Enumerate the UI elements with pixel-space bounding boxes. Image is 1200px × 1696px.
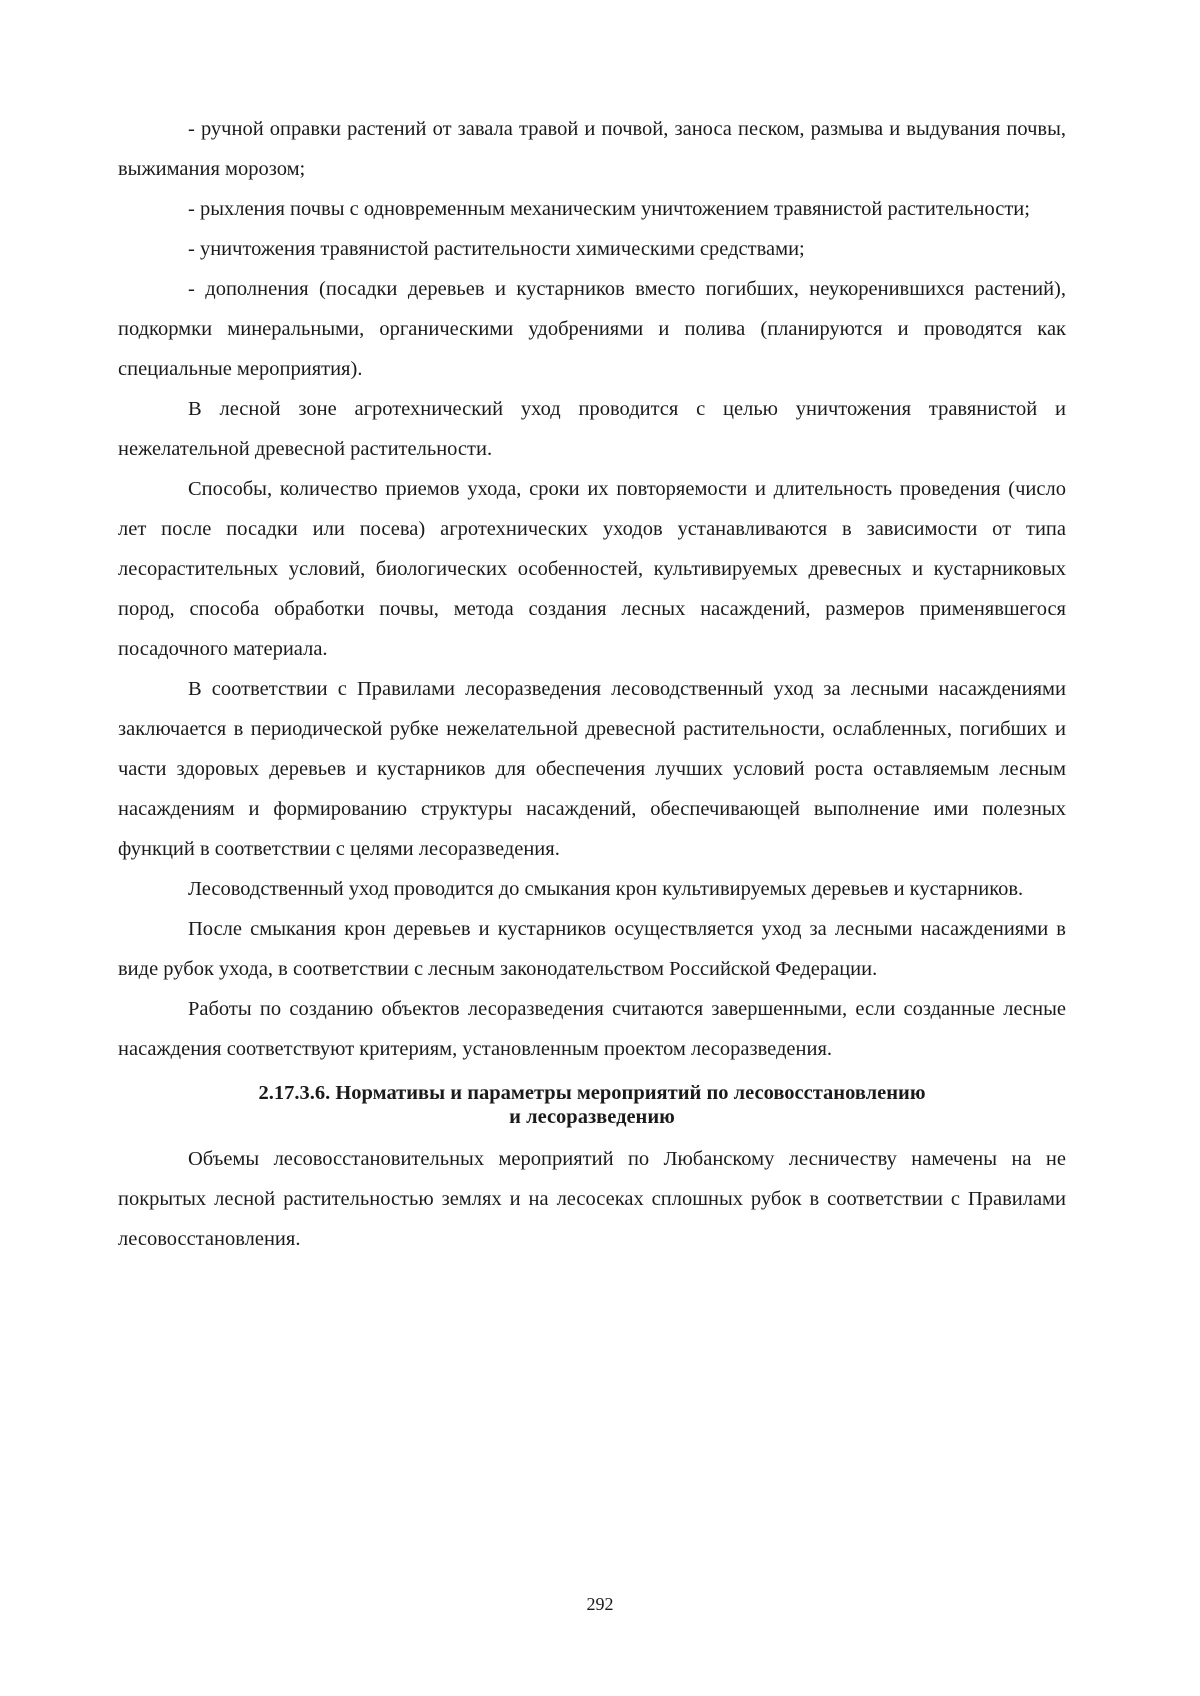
section-heading-line-1: 2.17.3.6. Нормативы и параметры мероприятий по лесовосстановлению	[258, 1082, 926, 1104]
section-heading	[118, 1081, 1066, 1129]
section-heading-line-2: и лесоразведению	[509, 1106, 675, 1128]
paragraph-supplementation: - дополнения (посадки деревьев и кустарников вместо погибших, неукоренившихся растений), подкормки минеральными, органическими удобрениями и полива (планируются и проводятся как специальные мероприятия).	[118, 278, 1066, 380]
paragraph-forest-zone-care: В лесной зоне агротехнический уход проводится с целью уничтожения травянистой и нежелательной древесной растительности.	[118, 398, 1066, 460]
paragraph-chemical-control: - уничтожения травянистой растительности химическими средствами;	[188, 238, 805, 260]
paragraph-hand-correction: - ручной оправки растений от завала травой и почвой, заноса песком, размыва и выдувания почвы, выжимания морозом;	[118, 118, 1066, 180]
paragraph-care-methods: Способы, количество приемов ухода, сроки их повторяемости и длительность проведения (число лет после посадки или посева) агротехнических уходов устанавливаются в зависимости от типа лесорастительных условий, биологических особенностей, культивируемых древесных и кустарниковых пород, способа обработки почвы, метода создания лесных насаждений, размеров применявшегося посадочного материала.	[118, 478, 1066, 660]
paragraph-works-completed: Работы по созданию объектов лесоразведения считаются завершенными, если созданные лесные насаждения соответствуют критериям, установленным проектом лесоразведения.	[118, 998, 1066, 1060]
paragraph-care-until-closure: Лесоводственный уход проводится до смыкания крон культивируемых деревьев и кустарников.	[188, 878, 1024, 900]
page-content	[118, 109, 1066, 1259]
page-number: 292	[586, 1594, 614, 1614]
paragraph-volumes: Объемы лесовосстановительных мероприятий по Любанскому лесничеству намечены на не покрытых лесной растительностью землях и на лесосеках сплошных рубок в соответствии с Правилами лесовосстановления.	[118, 1148, 1066, 1250]
paragraph-silvicultural-care: В соответствии с Правилами лесоразведения лесоводственный уход за лесными насаждениями заключается в периодической рубке нежелательной древесной растительности, ослабленных, погибших и части здоровых деревьев и кустарников для обеспечения лучших условий роста оставляемым лесным насаждениям и формированию структуры насаждений, обеспечивающей выполнение ими полезных функций в соответствии с целями лесоразведения.	[118, 678, 1066, 860]
paragraph-soil-loosening: - рыхления почвы с одновременным механическим уничтожением травянистой растительности;	[188, 198, 1030, 220]
paragraph-after-closure: После смыкания крон деревьев и кустарников осуществляется уход за лесными насаждениями в виде рубок ухода, в соответствии с лесным законодательством Российской Федерации.	[118, 918, 1066, 980]
